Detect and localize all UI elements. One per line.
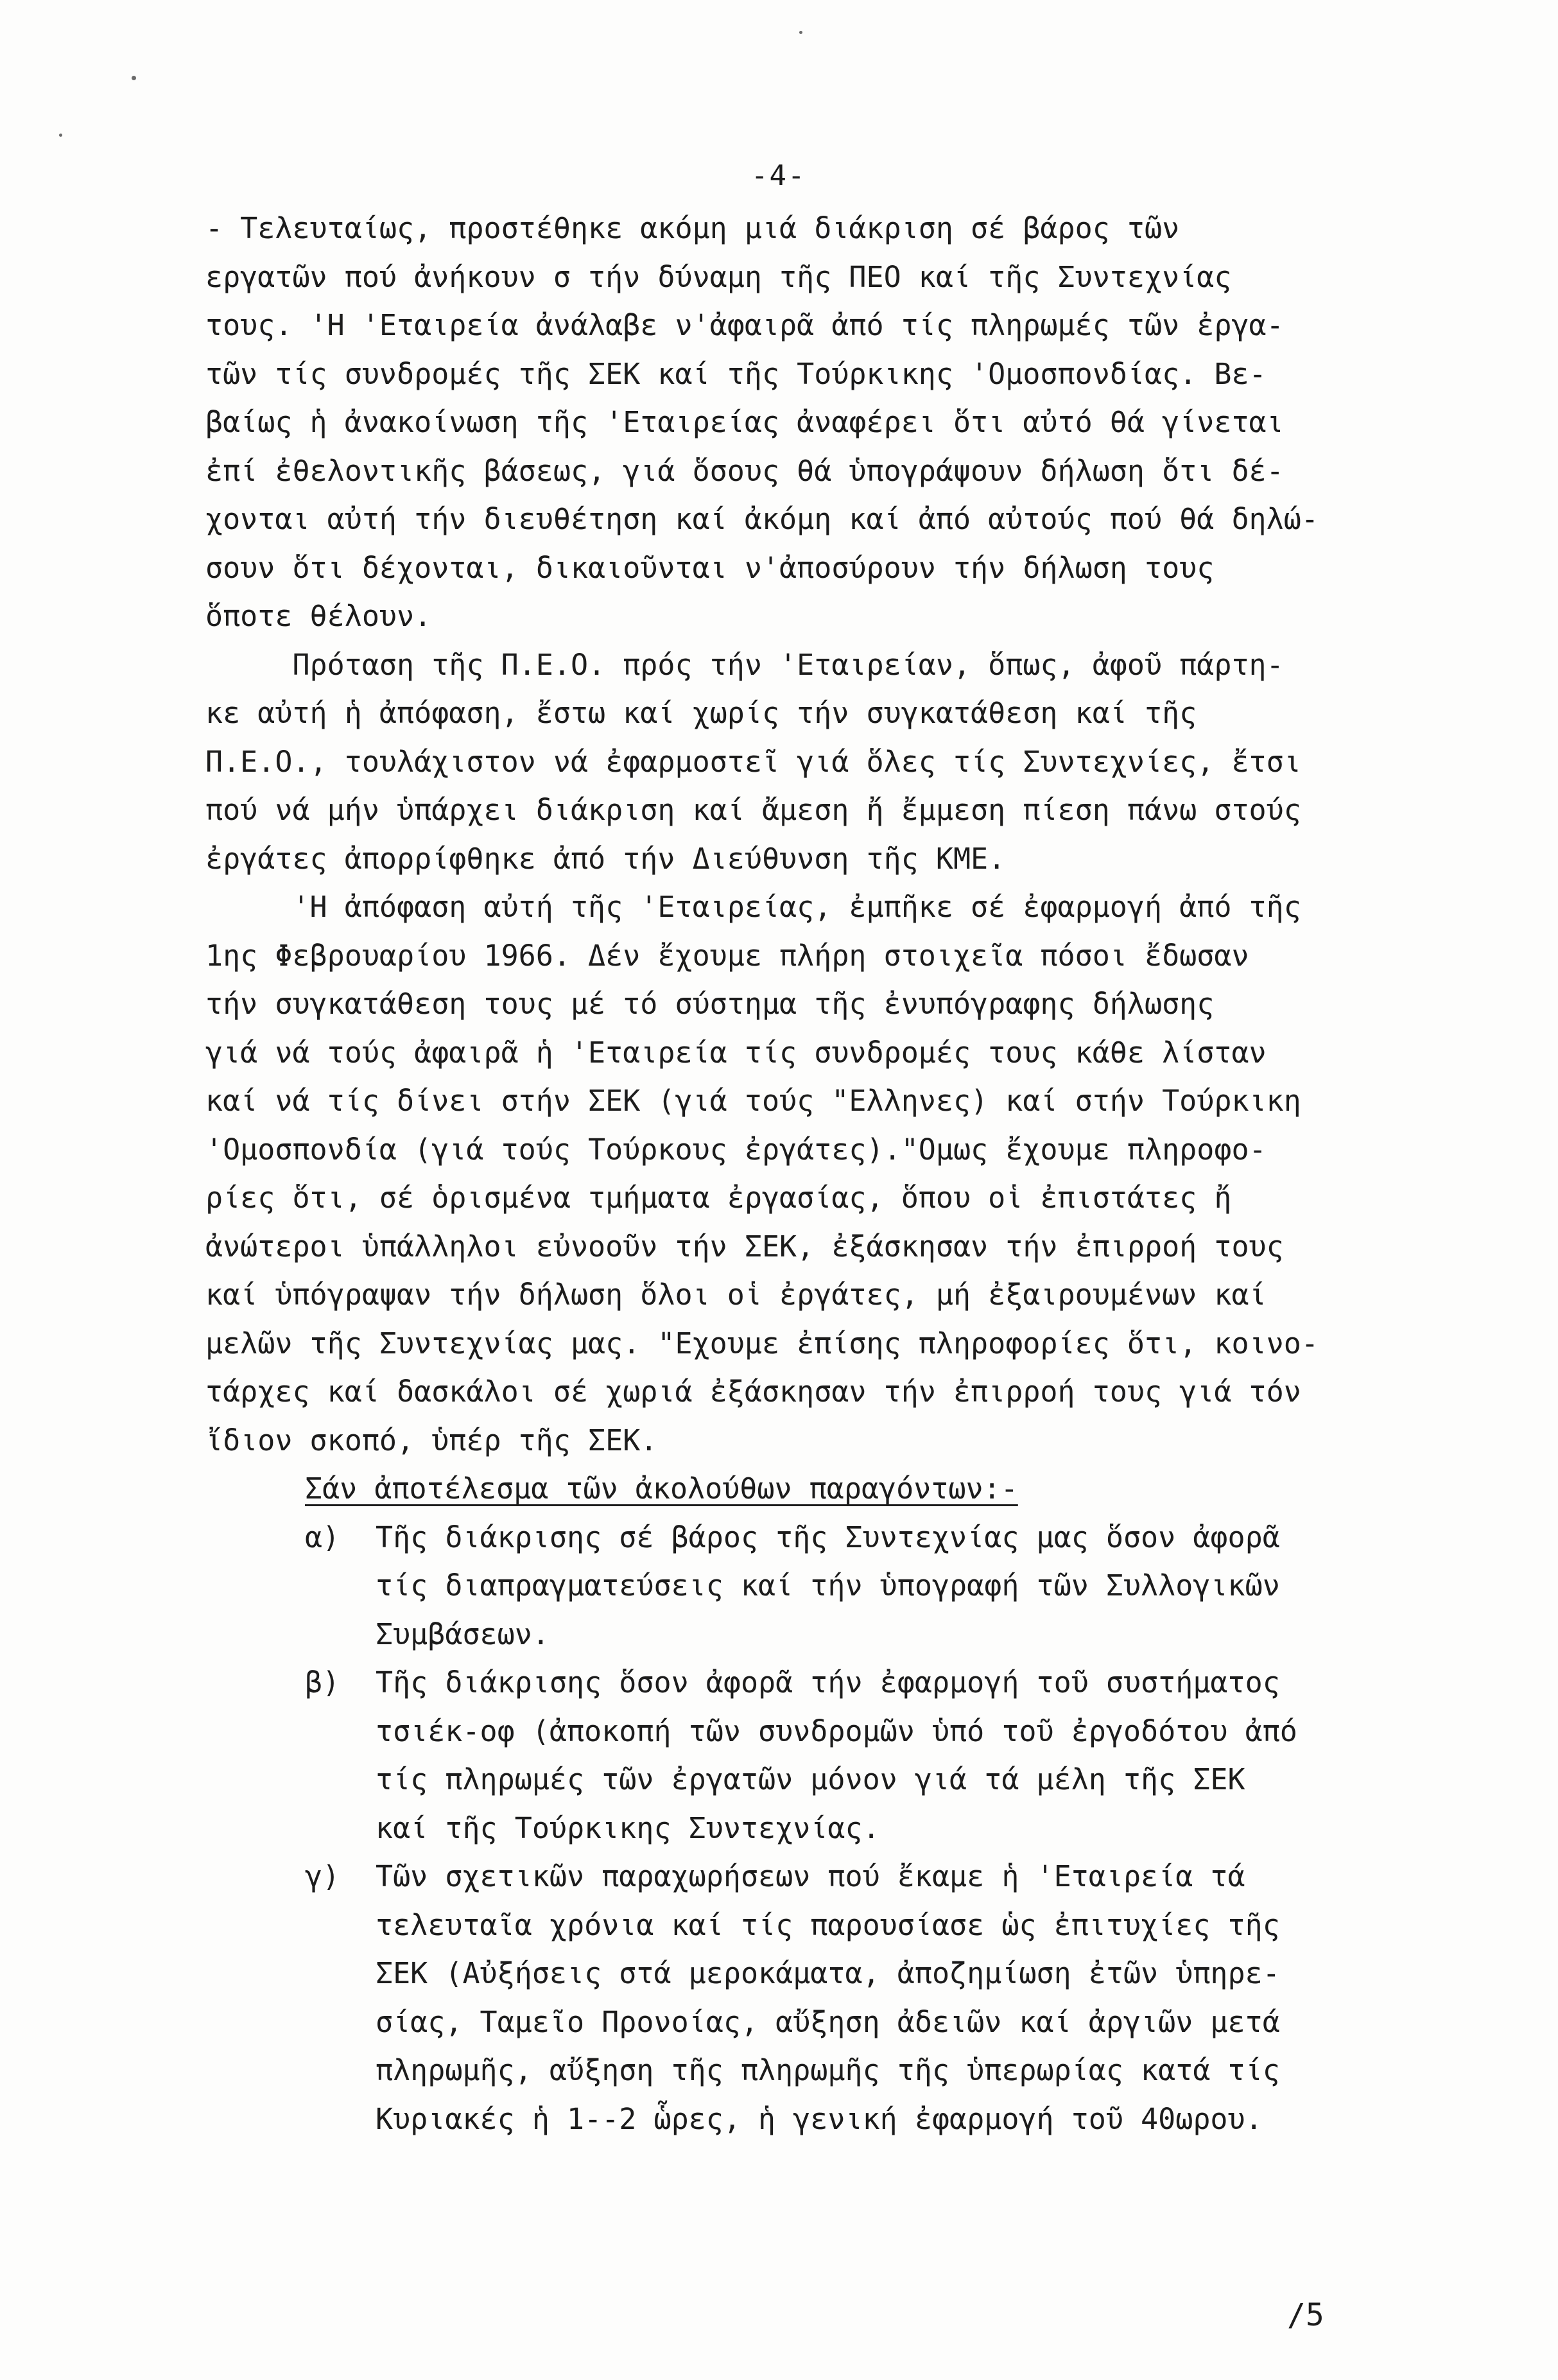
text-line: Συμβάσεων. xyxy=(376,1617,550,1651)
list-item-first-line xyxy=(205,1852,1476,1901)
section-heading-text: Σάν ἀποτέλεσμα τῶν ἀκολούθων παραγόντων:- xyxy=(305,1472,1018,1506)
text-line: ὅποτε θέλουν. xyxy=(205,599,432,633)
text-line: Τῆς διάκρισης ὅσον ἀφορᾶ τήν ἐφαρμογή τοῦ συστήματος xyxy=(376,1665,1280,1699)
text-line: 'Ομοσπονδία (γιά τούς Τούρκους ἐργάτες)."Ομως ἔχουμε πληροφο- xyxy=(205,1132,1267,1167)
text-line: σίας, Ταμεῖο Προνοίας, αὔξηση ἀδειῶν καί ἀργιῶν μετά xyxy=(376,2004,1280,2039)
scan-speck xyxy=(799,31,802,34)
paragraph xyxy=(205,641,1476,883)
text-line: Κυριακές ἡ 1--2 ὧρες, ἡ γενική ἐφαρμογή τοῦ 40ωρου. xyxy=(376,2101,1263,2136)
text-line: - Τελευταίως, προστέθηκε ακόμη μιά διάκριση σέ βάρος τῶν xyxy=(205,211,1180,245)
list-item xyxy=(205,1852,1476,2143)
section-heading xyxy=(205,1464,1476,1513)
list-item xyxy=(205,1513,1476,1659)
text-line: ἴδιον σκοπό, ὑπέρ τῆς ΣΕΚ. xyxy=(205,1423,658,1457)
text-line: σουν ὅτι δέχονται, δικαιοῦνται ν'ἀποσύρουν τήν δήλωση τους xyxy=(205,550,1215,585)
text-line: χονται αὐτή τήν διευθέτηση καί ἀκόμη καί ἀπό αὐτούς πού θά δηλώ- xyxy=(205,502,1319,536)
text-line: τίς πληρωμές τῶν ἐργατῶν μόνον γιά τά μέλη τῆς ΣΕΚ xyxy=(376,1762,1245,1796)
text-line: κε αὐτή ἡ ἀπόφαση, ἔστω καί χωρίς τήν συγκατάθεση καί τῆς xyxy=(205,696,1197,730)
list-item-first-line xyxy=(205,1513,1476,1562)
text-line: Τῆς διάκρισης σέ βάρος τῆς Συντεχνίας μας ὅσον ἀφορᾶ xyxy=(376,1520,1280,1554)
text-line: τους. 'Η 'Εταιρεία ἀνάλαβε ν'ἀφαιρᾶ ἀπό τίς πληρωμές τῶν ἐργα- xyxy=(205,308,1284,342)
scan-speck xyxy=(132,76,136,80)
text-line: μελῶν τῆς Συντεχνίας μας. "Εχουμε ἐπίσης πληροφορίες ὅτι, κοινο- xyxy=(205,1326,1319,1360)
text-line: ἀνώτεροι ὑπάλληλοι εὐνοοῦν τήν ΣΕΚ, ἐξάσκησαν τήν ἐπιρροή τους xyxy=(205,1229,1284,1264)
list-item xyxy=(205,1658,1476,1852)
text-line: Τῶν σχετικῶν παραχωρήσεων πού ἔκαμε ἡ 'Εταιρεία τά xyxy=(376,1859,1245,1893)
text-line: καί τῆς Τούρκικης Συντεχνίας. xyxy=(376,1811,880,1845)
page-number: -4- xyxy=(751,159,806,192)
text-line: 'Η ἀπόφαση αὐτή τῆς 'Εταιρείας, ἐμπῆκε σέ ἐφαρμογή ἀπό τῆς xyxy=(205,890,1301,924)
text-line: Πρόταση τῆς Π.Ε.Ο. πρός τήν 'Εταιρείαν, ὅπως, ἀφοῦ πάρτη- xyxy=(205,647,1284,682)
text-line: πού νά μήν ὑπάρχει διάκριση καί ἄμεση ἤ ἔμμεση πίεση πάνω στούς xyxy=(205,793,1301,827)
continuation-reference: /5 xyxy=(1287,2297,1324,2333)
text-line: εργατῶν πού ἀνήκουν σ τήν δύναμη τῆς ΠΕΟ καί τῆς Συντεχνίας xyxy=(205,259,1232,294)
text-line: γιά νά τούς ἀφαιρᾶ ἡ 'Εταιρεία τίς συνδρομές τους κάθε λίσταν xyxy=(205,1035,1267,1070)
text-line: τῶν τίς συνδρομές τῆς ΣΕΚ καί τῆς Τούρκικης 'Ομοσπονδίας. Βε- xyxy=(205,356,1267,391)
text-line: τάρχες καί δασκάλοι σέ χωριά ἐξάσκησαν τήν ἐπιρροή τους γιά τόν xyxy=(205,1375,1301,1409)
text-line: 1ης Φεβρουαρίου 1966. Δέν ἔχουμε πλήρη στοιχεῖα πόσοι ἔδωσαν xyxy=(205,938,1249,973)
text-line: καί ὑπόγραψαν τήν δήλωση ὅλοι οἱ ἐργάτες, μή ἐξαιρουμένων καί xyxy=(205,1278,1267,1312)
text-line: ἐπί ἐθελοντικῆς βάσεως, γιά ὅσους θά ὑπογράψουν δήλωση ὅτι δέ- xyxy=(205,453,1284,488)
text-line: πληρωμῆς, αὔξηση τῆς πληρωμῆς τῆς ὑπερωρίας κατά τίς xyxy=(376,2053,1280,2087)
text-line: Π.Ε.Ο., τουλάχιστον νά ἐφαρμοστεῖ γιά ὅλες τίς Συντεχνίες, ἔτσι xyxy=(205,744,1301,779)
list-marker: γ) xyxy=(305,1859,340,1893)
paragraph xyxy=(205,204,1476,641)
text-line: ρίες ὅτι, σέ ὁρισμένα τμήματα ἐργασίας, ὅπου οἱ ἐπιστάτες ἤ xyxy=(205,1181,1232,1215)
text-line: ἐργάτες ἀπορρίφθηκε ἀπό τήν Διεύθυνση τῆς ΚΜΕ. xyxy=(205,841,1006,876)
text-line: τσιέκ-οφ (ἀποκοπή τῶν συνδρομῶν ὑπό τοῦ ἐργοδότου ἀπό xyxy=(376,1714,1297,1748)
list-marker: β) xyxy=(305,1665,340,1699)
text-line: ΣΕΚ (Αὐξήσεις στά μεροκάματα, ἀποζημίωση ἐτῶν ὑπηρε- xyxy=(376,1956,1280,1990)
list-item-first-line xyxy=(205,1658,1476,1707)
text-line: βαίως ἡ ἀνακοίνωση τῆς 'Εταιρείας ἀναφέρει ὅτι αὐτό θά γίνεται xyxy=(205,405,1284,439)
text-line: καί νά τίς δίνει στήν ΣΕΚ (γιά τούς "Ελληνες) καί στήν Τούρκικη xyxy=(205,1084,1301,1118)
text-line: τελευταῖα χρόνια καί τίς παρουσίασε ὡς ἐπιτυχίες τῆς xyxy=(376,1907,1280,1942)
paragraph xyxy=(205,883,1476,1464)
document-body xyxy=(205,204,1476,2143)
list-marker: α) xyxy=(305,1520,340,1554)
text-line: τήν συγκατάθεση τους μέ τό σύστημα τῆς ἐνυπόγραφης δήλωσης xyxy=(205,987,1215,1021)
text-line: τίς διαπραγματεύσεις καί τήν ὑπογραφή τῶν Συλλογικῶν xyxy=(376,1568,1280,1603)
scan-speck xyxy=(59,134,62,137)
